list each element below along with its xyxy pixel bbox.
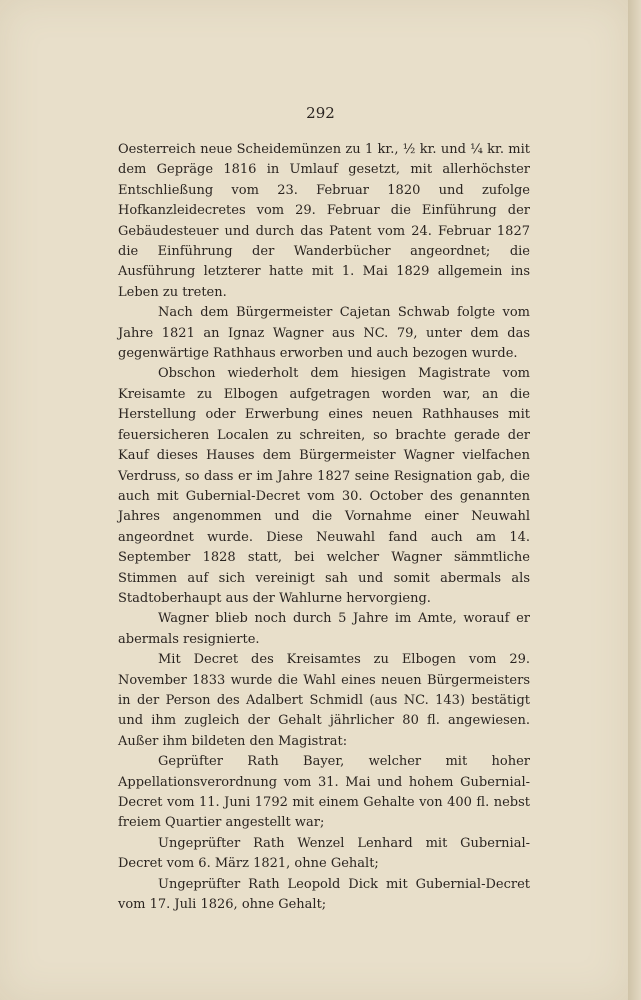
paragraph-5: Mit Decret des Kreisamtes zu Elbogen vom 29. November 1833 wurde die Wahl eines neuen Bürgermeisters in der Person des Adalbert Schmidl (aus NC. 143) bestätigt und ihm zugleich der Gehalt jährlicher 80 fl. angewiesen. Außer ihm bildeten den Magistrat: (118, 652, 530, 749)
paragraph-2: Nach dem Bürgermeister Cajetan Schwab folgte vom Jahre 1821 an Ignaz Wagner aus NC. 79, unter dem das gegenwärtige Rathhaus erworben und auch bezogen wurde. (118, 305, 530, 362)
paragraph-1: Oesterreich neue Scheidemünzen zu 1 kr., ½ kr. und ¼ kr. mit dem Gepräge 1816 in Umlauf gesetzt, mit allerhöchster Entschließung vom 23. Februar 1820 und zufolge Hofkanzleidecretes vom 29. Februar die Einführung der Gebäudesteuer und durch das Patent vom 24. Februar 1827 die Einführung der Wanderbücher angeordnet; die Ausführung letzterer hatte mit 1. Mai 1829 allgemein ins Leben zu treten. (118, 142, 530, 300)
page-edge (628, 0, 641, 1000)
body-text (118, 140, 530, 915)
paragraph-7: Ungeprüfter Rath Wenzel Lenhard mit Gubernial-Decret vom 6. März 1821, ohne Gehalt; (118, 835, 530, 872)
page-number: 292 (306, 104, 335, 122)
paragraph-8: Ungeprüfter Rath Leopold Dick mit Gubernial-Decret vom 17. Juli 1826, ohne Gehalt; (118, 876, 530, 913)
paragraph-6: Geprüfter Rath Bayer, welcher mit hoher Appellationsverordnung vom 31. Mai und hohem Gubernial-Decret vom 11. Juni 1792 mit einem Gehalte von 400 fl. nebst freiem Quartier angestellt war; (118, 754, 530, 831)
paragraph-4: Wagner blieb noch durch 5 Jahre im Amte, worauf er abermals resignierte. (118, 611, 530, 647)
paragraph-3: Obschon wiederholt dem hiesigen Magistrate vom Kreisamte zu Elbogen aufgetragen worden war, an die Herstellung oder Erwerbung eines neuen Rathhauses mit feuersicheren Localen zu schreiten, so brachte gerade der Kauf dieses Hauses dem Bürgermeister Wagner vielfachen Verdruss, so dass er im Jahre 1827 seine Resignation gab, die auch mit Gubernial-Decret vom 30. October des genannten Jahres angenommen und die Vornahme einer Neuwahl angeordnet wurde. Diese Neuwahl fand auch am 14. September 1828 statt, bei welcher Wagner sämmtliche Stimmen auf sich vereinigt sah und somit abermals als Stadtoberhaupt aus der Wahlurne hervorgieng. (118, 366, 530, 606)
